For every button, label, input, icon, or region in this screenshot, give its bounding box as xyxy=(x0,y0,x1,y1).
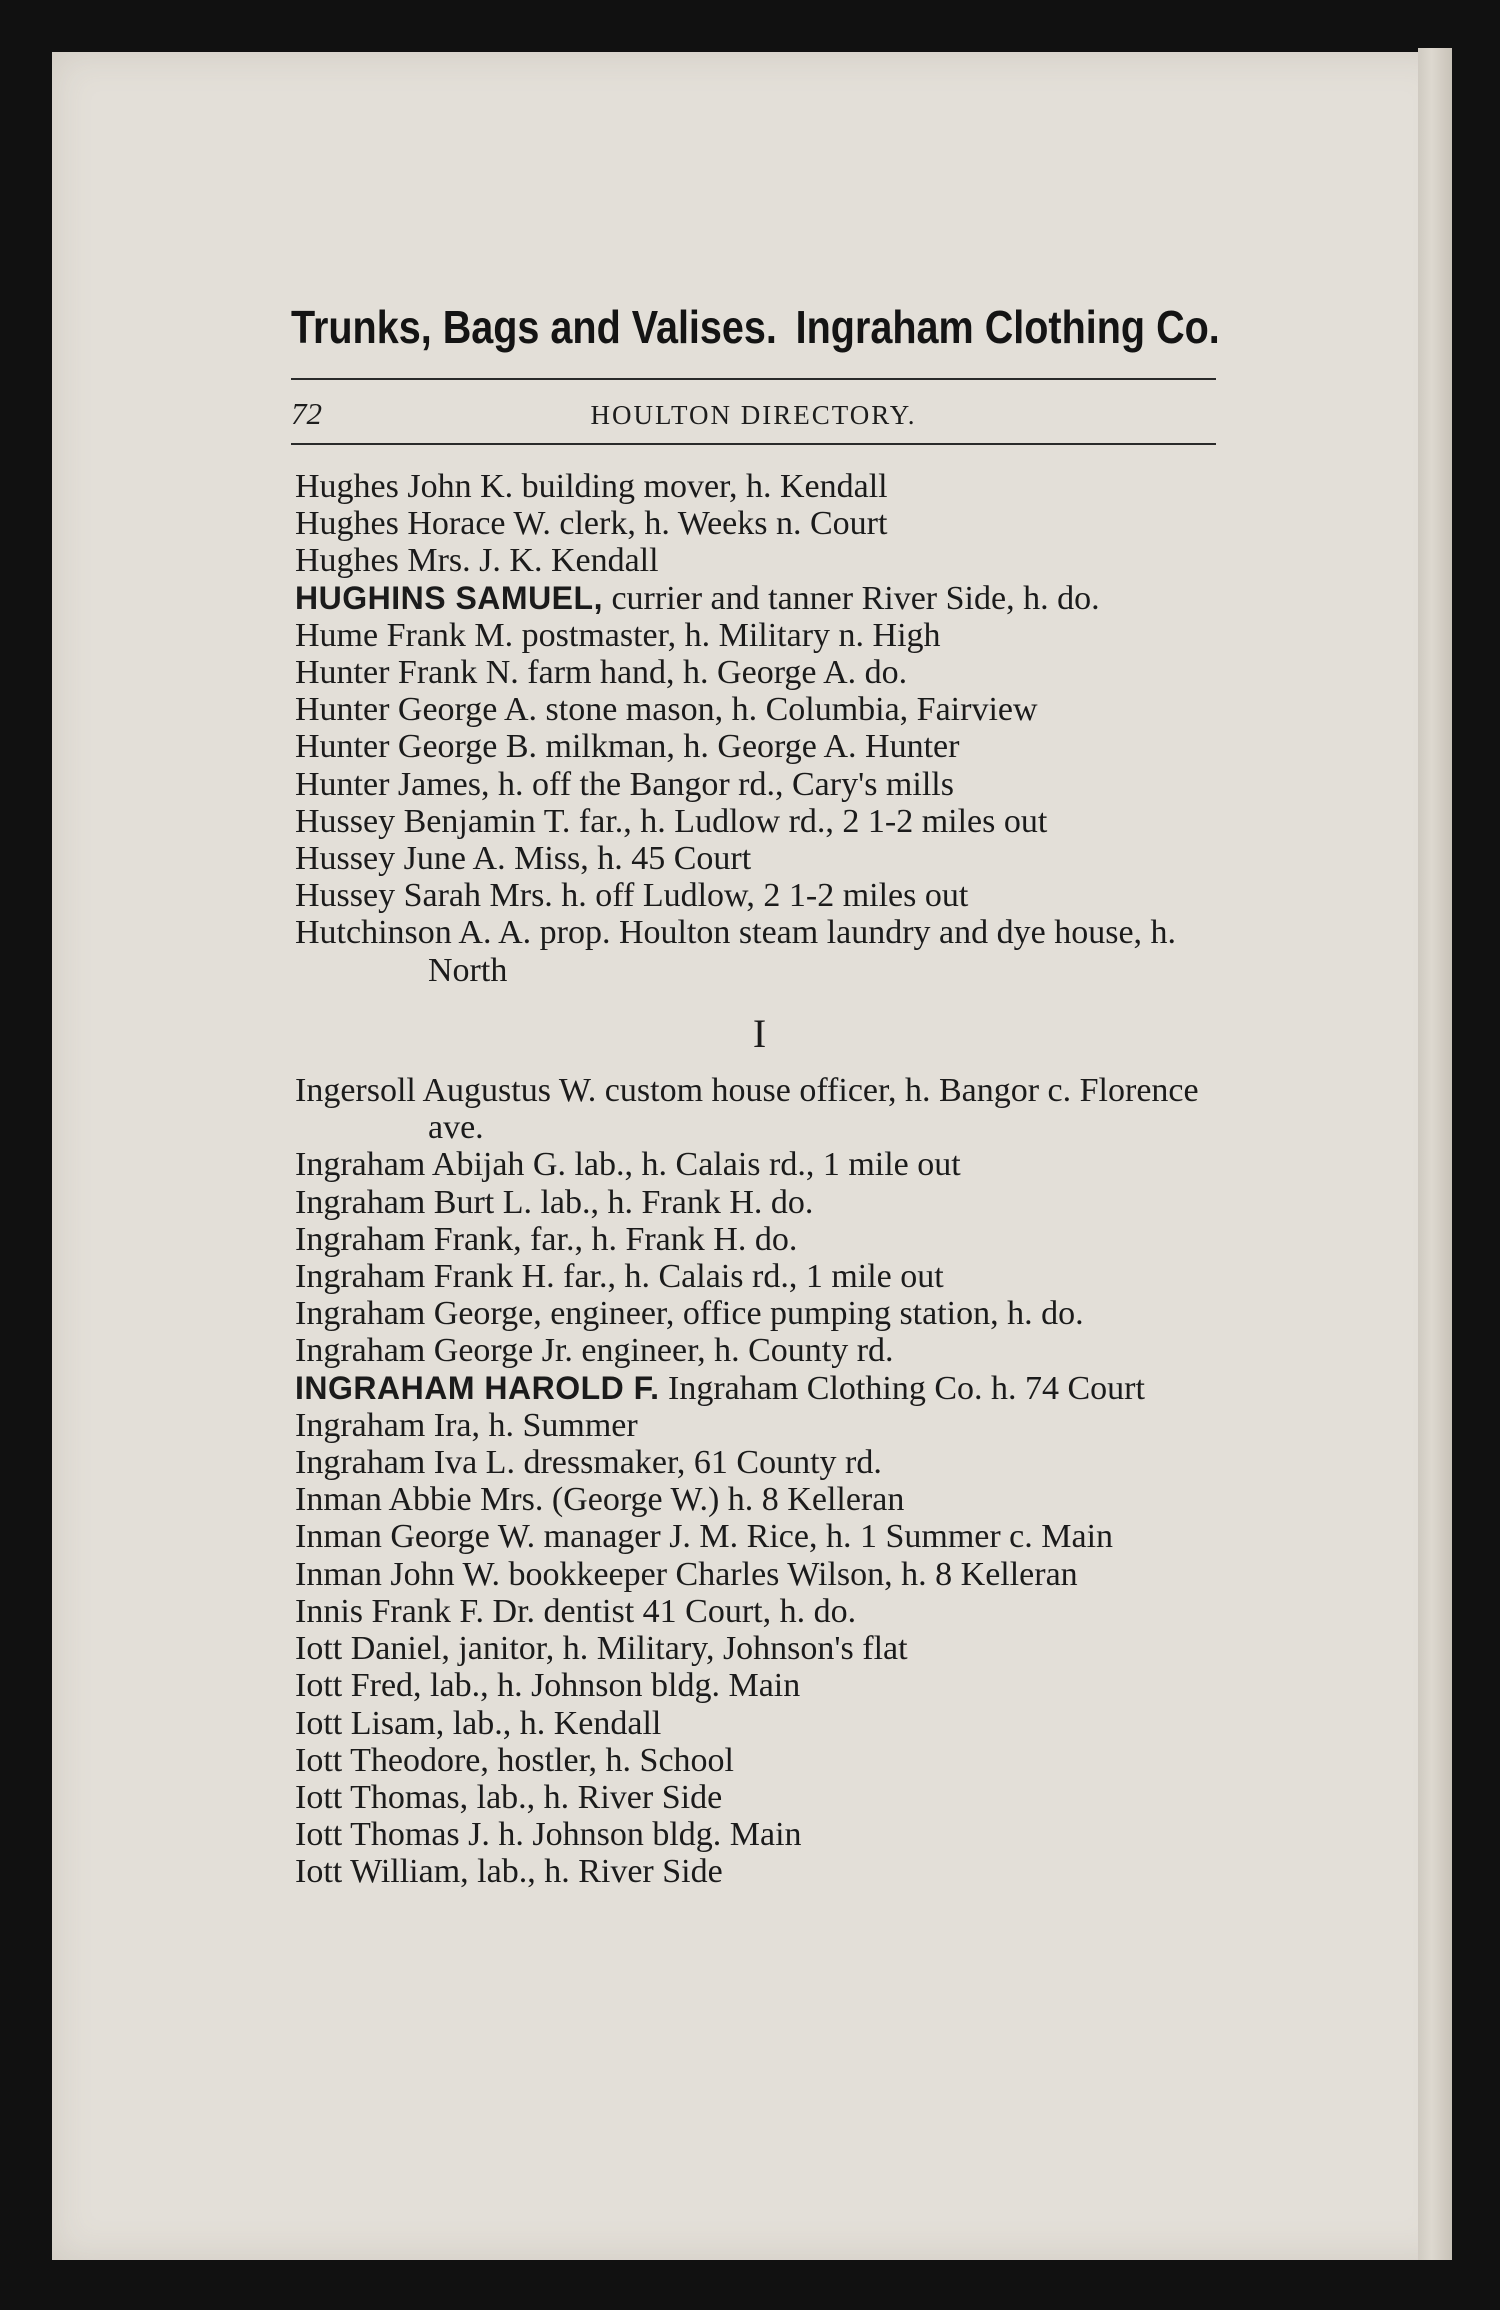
running-title: HOULTON DIRECTORY. xyxy=(590,400,917,430)
page-number: 72 xyxy=(291,396,322,431)
directory-entry: Ingraham Abijah G. lab., h. Calais rd., 1 mile out xyxy=(295,1146,961,1184)
directory-entry: Hughes John K. building mover, h. Kendall xyxy=(295,468,888,505)
directory-entry: Ingraham George, engineer, office pumping station, h. do. xyxy=(295,1295,1084,1333)
directory-entry: Iott Thomas J. h. Johnson bldg. Main xyxy=(295,1816,802,1854)
banner-left: Trunks, Bags and Valises. xyxy=(291,301,777,353)
directory-entry: Hunter Frank N. farm hand, h. George A. do. xyxy=(295,654,908,692)
featured-name: INGRAHAM HAROLD F. xyxy=(295,1369,660,1406)
directory-entry: Hunter James, h. off the Bangor rd., Cary's mills xyxy=(295,765,954,803)
featured-name: HUGHINS SAMUEL, xyxy=(295,579,603,616)
directory-entry: Iott Fred, lab., h. Johnson bldg. Main xyxy=(295,1667,801,1705)
directory-entry: Iott William, lab., h. River Side xyxy=(295,1853,723,1891)
directory-entry: Iott Thomas, lab., h. River Side xyxy=(295,1778,723,1816)
directory-entry: Hussey Sarah Mrs. h. off Ludlow, 2 1-2 miles out xyxy=(295,877,969,915)
directory-entry: Ingraham Ira, h. Summer xyxy=(295,1406,638,1444)
directory-entry: Ingraham Frank, far., h. Frank H. do. xyxy=(295,1220,798,1258)
directory-entry: Iott Daniel, janitor, h. Military, Johnson's flat xyxy=(295,1630,908,1668)
directory-entry: Ingraham Iva L. dressmaker, 61 County rd. xyxy=(295,1444,882,1482)
directory-entry: Ingersoll Augustus W. custom house officer, h. Bangor c. Florence ave. xyxy=(295,1072,1199,1147)
directory-entry: Hutchinson A. A. prop. Houlton steam laundry and dye house, h. North xyxy=(295,914,1177,989)
directory-entry: Hunter George A. stone mason, h. Columbia, Fairview xyxy=(295,691,1038,729)
directory-entry: Ingraham Burt L. lab., h. Frank H. do. xyxy=(295,1183,814,1221)
directory-entry: Ingraham George Jr. engineer, h. County rd. xyxy=(295,1332,894,1370)
directory-entry: Innis Frank F. Dr. dentist 41 Court, h. do. xyxy=(295,1592,857,1630)
banner-rule xyxy=(291,378,1216,380)
featured-detail: Ingraham Clothing Co. h. 74 Court xyxy=(659,1369,1145,1407)
directory-entry: Hunter George B. milkman, h. George A. Hunter xyxy=(295,728,960,766)
directory-entry: Iott Lisam, lab., h. Kendall xyxy=(295,1704,662,1742)
directory-entries xyxy=(295,468,1225,1891)
directory-entry: Hughes Horace W. clerk, h. Weeks n. Court xyxy=(295,505,888,543)
directory-entry: Inman John W. bookkeeper Charles Wilson, h. 8 Kelleran xyxy=(295,1555,1078,1593)
directory-entry: Hussey June A. Miss, h. 45 Court xyxy=(295,840,752,878)
directory-entry: Ingraham Frank H. far., h. Calais rd., 1 mile out xyxy=(295,1258,944,1296)
directory-entry: Inman George W. manager J. M. Rice, h. 1 Summer c. Main xyxy=(295,1518,1114,1556)
page-edge xyxy=(1418,48,1452,2260)
banner-right: Ingraham Clothing Co. xyxy=(795,301,1220,353)
directory-entry-featured xyxy=(295,580,1225,617)
running-head xyxy=(291,396,1216,436)
directory-entry: Inman Abbie Mrs. (George W.) h. 8 Kelleran xyxy=(295,1481,905,1519)
directory-entry: Hussey Benjamin T. far., h. Ludlow rd., 2 1-2 miles out xyxy=(295,802,1048,840)
featured-detail: currier and tanner River Side, h. do. xyxy=(602,579,1100,617)
advertising-banner xyxy=(291,300,1220,354)
section-letter: I xyxy=(752,1010,768,1056)
directory-entry: Iott Theodore, hostler, h. School xyxy=(295,1741,734,1779)
directory-entry: Hume Frank M. postmaster, h. Military n. High xyxy=(295,616,941,654)
directory-entry-featured xyxy=(295,1370,1225,1407)
header-rule xyxy=(291,443,1216,445)
directory-entry: Hughes Mrs. J. K. Kendall xyxy=(295,542,659,580)
